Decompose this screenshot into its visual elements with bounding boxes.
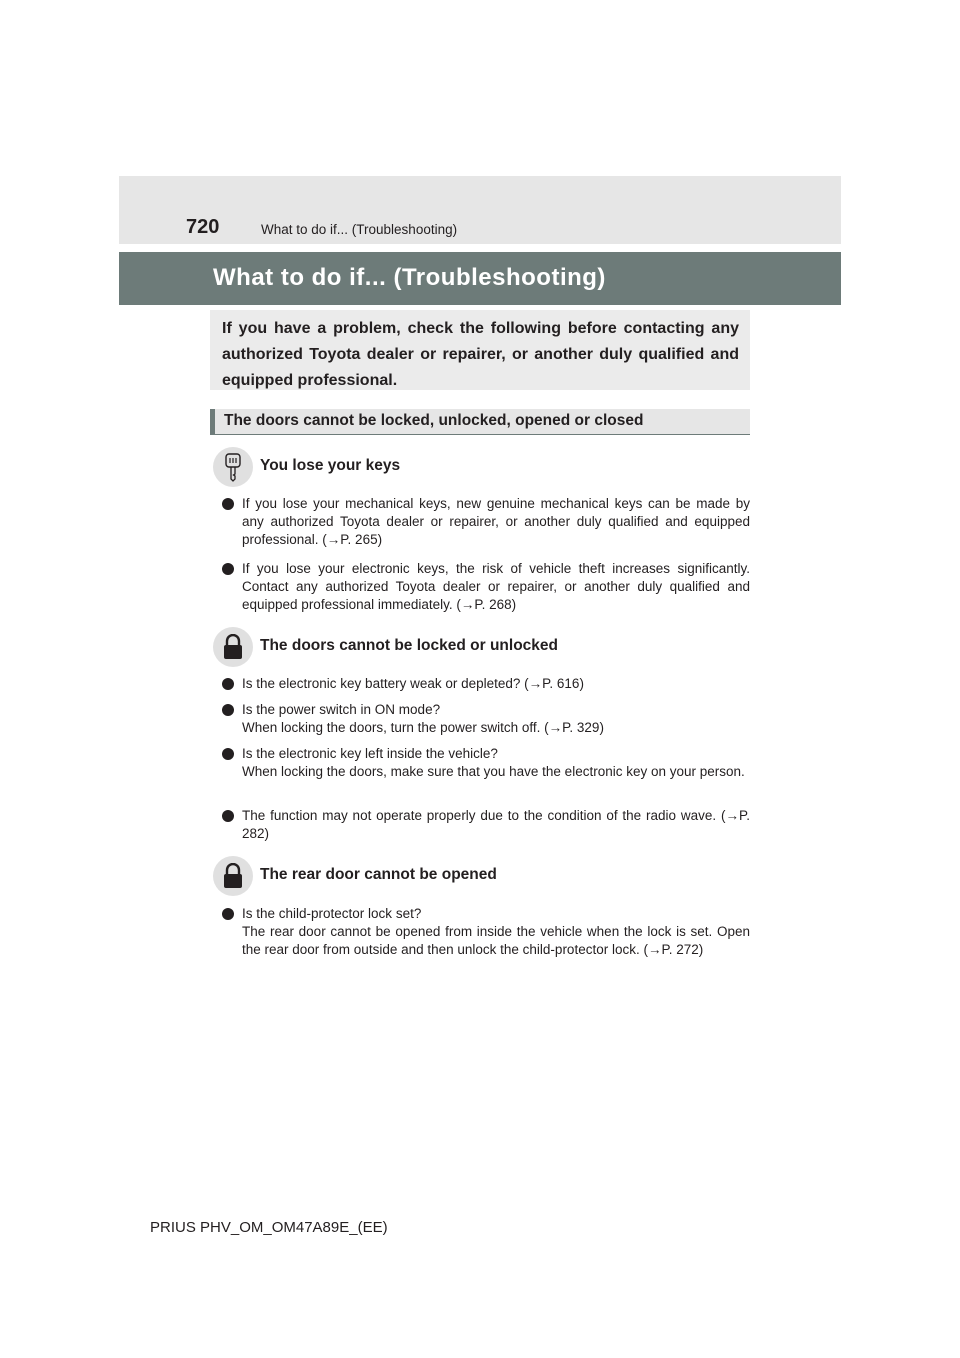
bullet-icon bbox=[222, 810, 234, 822]
running-header bbox=[119, 176, 841, 244]
page-title: What to do if... (Troubleshooting) bbox=[213, 264, 606, 291]
padlock-icon bbox=[213, 627, 253, 667]
padlock-icon bbox=[213, 856, 253, 896]
list-item: If you lose your electronic keys, the risk of vehicle theft increases significantly. Contact any authorized Toyota dealer or repairer, or another duly qualified and equipped professional immediately. (→P. 268) bbox=[222, 560, 750, 614]
subsection-heading-lock-unlock: The doors cannot be locked or unlocked bbox=[260, 637, 558, 654]
subsection-heading-lost-keys: You lose your keys bbox=[260, 457, 401, 474]
list-item: Is the electronic key left inside the vehicle? When locking the doors, make sure that you have the electronic key on your person. bbox=[222, 745, 750, 781]
list-item: Is the power switch in ON mode? When locking the doors, turn the power switch off. (→P. 329) bbox=[222, 701, 750, 737]
list-item: Is the electronic key battery weak or depleted? (→P. 616) bbox=[222, 675, 750, 693]
bullet-icon bbox=[222, 748, 234, 760]
section-heading-text: The doors cannot be locked, unlocked, opened or closed bbox=[224, 412, 644, 429]
bullet-icon bbox=[222, 678, 234, 690]
bullet-icon bbox=[222, 704, 234, 716]
list-item: The function may not operate properly due to the condition of the radio wave. (→P. 282) bbox=[222, 807, 750, 843]
bullet-icon bbox=[222, 908, 234, 920]
page-number: 720 bbox=[186, 216, 220, 238]
bullet-icon bbox=[222, 563, 234, 575]
list-item: Is the child-protector lock set? The rear door cannot be opened from inside the vehicle when the lock is set. Open the rear door from outside and then unlock the child-protector lock. (→P. 272) bbox=[222, 905, 750, 959]
running-title: What to do if... (Troubleshooting) bbox=[261, 222, 458, 237]
list-item: If you lose your mechanical keys, new genuine mechanical keys can be made by any authorized Toyota dealer or repairer, or another duly qualified and equipped professional. (→P. 265) bbox=[222, 495, 750, 549]
bullet-icon bbox=[222, 498, 234, 510]
subsection-heading-rear-door: The rear door cannot be opened bbox=[260, 866, 497, 883]
document-code-footer: PRIUS PHV_OM_OM47A89E_(EE) bbox=[150, 1219, 388, 1236]
section-heading bbox=[210, 409, 750, 435]
key-icon bbox=[213, 447, 253, 487]
intro-box: If you have a problem, check the following before contacting any authorized Toyota dealer or repairer, or another duly qualified and equipped professional. bbox=[210, 310, 750, 390]
